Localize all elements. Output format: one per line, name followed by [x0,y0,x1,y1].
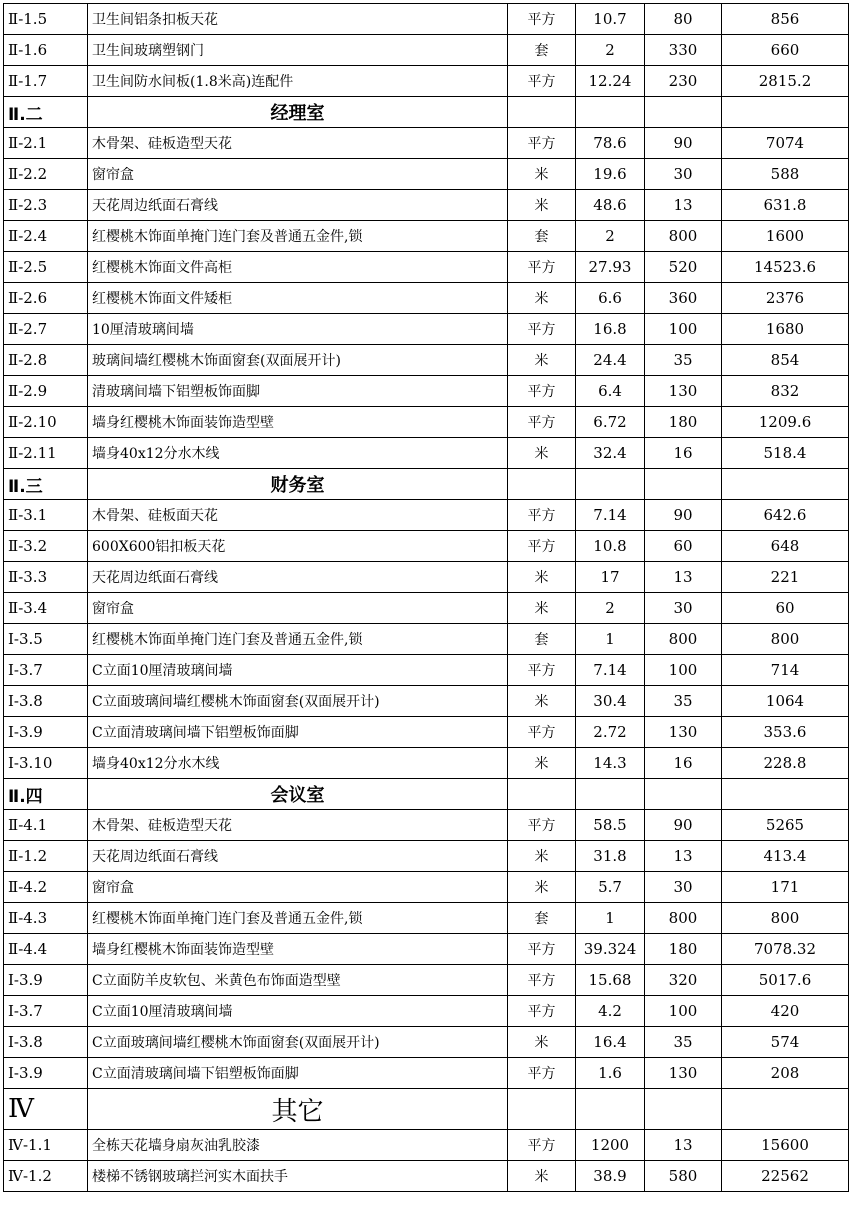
item-unit: 米 [508,438,576,469]
item-unit-price: 30 [645,159,722,190]
item-total: 714 [722,655,849,686]
item-quantity: 19.6 [576,159,645,190]
section-header-row [4,1089,849,1130]
item-name: 天花周边纸面石膏线 [88,190,508,221]
item-unit: 平方 [508,934,576,965]
table-row [4,1027,849,1058]
item-unit-price: 800 [645,903,722,934]
item-code: Ⅱ-3.4 [4,593,88,624]
item-quantity: 38.9 [576,1161,645,1192]
item-quantity: 24.4 [576,345,645,376]
item-total: 22562 [722,1161,849,1192]
item-unit-price: 35 [645,345,722,376]
table-row [4,965,849,996]
item-code: Ⅰ-3.9 [4,717,88,748]
item-name: 窗帘盒 [88,872,508,903]
table-row [4,500,849,531]
item-code: Ⅰ-3.9 [4,1058,88,1089]
table-row [4,1161,849,1192]
item-quantity: 6.6 [576,283,645,314]
item-unit: 米 [508,872,576,903]
item-unit: 平方 [508,376,576,407]
item-code: Ⅱ-2.9 [4,376,88,407]
item-name: C立面防羊皮软包、米黄色布饰面造型壁 [88,965,508,996]
item-unit-price: 100 [645,996,722,1027]
section-item-unit-price [645,1089,722,1130]
item-name: 清玻璃间墙下铝塑板饰面脚 [88,376,508,407]
item-total: 2815.2 [722,66,849,97]
section-item-code: Ⅱ.二 [4,97,88,128]
section-item-unit-price [645,779,722,810]
item-unit-price: 13 [645,1130,722,1161]
item-total: 518.4 [722,438,849,469]
item-unit: 米 [508,159,576,190]
table-row [4,314,849,345]
item-unit-price: 13 [645,190,722,221]
item-total: 1680 [722,314,849,345]
table-row [4,66,849,97]
item-unit: 米 [508,593,576,624]
item-total: 1600 [722,221,849,252]
item-unit: 米 [508,1161,576,1192]
item-quantity: 2.72 [576,717,645,748]
item-unit-price: 580 [645,1161,722,1192]
section-item-quantity [576,97,645,128]
item-name: 天花周边纸面石膏线 [88,562,508,593]
item-unit-price: 130 [645,1058,722,1089]
item-code: Ⅳ-1.1 [4,1130,88,1161]
section-item-quantity [576,779,645,810]
item-total: 7078.32 [722,934,849,965]
item-name: 600X600铝扣板天花 [88,531,508,562]
item-total: 5265 [722,810,849,841]
table-row [4,686,849,717]
table-row [4,283,849,314]
item-name: 卫生间玻璃塑钢门 [88,35,508,66]
table-row [4,1130,849,1161]
quote-table [3,3,849,1192]
item-code: Ⅱ-4.2 [4,872,88,903]
item-total: 642.6 [722,500,849,531]
section-item-unit-price [645,97,722,128]
item-unit: 米 [508,283,576,314]
table-row [4,996,849,1027]
section-item-code: Ⅱ.三 [4,469,88,500]
item-unit: 套 [508,903,576,934]
item-total: 800 [722,624,849,655]
item-unit-price: 16 [645,748,722,779]
item-code: Ⅱ-1.5 [4,4,88,35]
table-row [4,345,849,376]
item-total: 832 [722,376,849,407]
item-name: 木骨架、硅板造型天花 [88,128,508,159]
section-item-unit [508,779,576,810]
item-unit: 米 [508,562,576,593]
item-quantity: 48.6 [576,190,645,221]
table-row [4,4,849,35]
table-row [4,872,849,903]
table-row [4,562,849,593]
section-item-quantity [576,1089,645,1130]
item-total: 800 [722,903,849,934]
section-item-quantity [576,469,645,500]
item-quantity: 6.4 [576,376,645,407]
item-name: C立面清玻璃间墙下铝塑板饰面脚 [88,717,508,748]
item-code: Ⅱ-3.1 [4,500,88,531]
item-total: 208 [722,1058,849,1089]
item-name: 卫生间防水间板(1.8米高)连配件 [88,66,508,97]
section-item-total [722,1089,849,1130]
item-unit-price: 130 [645,376,722,407]
item-name: 红樱桃木饰面单掩门连门套及普通五金件,锁 [88,221,508,252]
table-row [4,903,849,934]
item-quantity: 5.7 [576,872,645,903]
item-quantity: 10.7 [576,4,645,35]
item-unit-price: 90 [645,810,722,841]
item-unit-price: 30 [645,593,722,624]
item-unit-price: 180 [645,407,722,438]
item-unit-price: 90 [645,500,722,531]
item-code: Ⅱ-2.1 [4,128,88,159]
item-unit-price: 330 [645,35,722,66]
item-unit: 套 [508,624,576,655]
item-unit: 平方 [508,66,576,97]
section-header-row [4,97,849,128]
item-unit-price: 13 [645,562,722,593]
item-quantity: 2 [576,593,645,624]
table-row [4,190,849,221]
item-quantity: 27.93 [576,252,645,283]
item-total: 413.4 [722,841,849,872]
table-row [4,531,849,562]
section-item-unit [508,1089,576,1130]
item-code: Ⅰ-3.8 [4,1027,88,1058]
table-row [4,717,849,748]
item-unit: 平方 [508,1130,576,1161]
table-row [4,376,849,407]
item-code: Ⅱ-2.6 [4,283,88,314]
item-code: Ⅱ-2.7 [4,314,88,345]
item-unit-price: 60 [645,531,722,562]
item-quantity: 32.4 [576,438,645,469]
item-quantity: 1 [576,624,645,655]
item-unit-price: 30 [645,872,722,903]
section-item-code: Ⅱ.四 [4,779,88,810]
section-header-row [4,469,849,500]
item-total: 856 [722,4,849,35]
item-total: 574 [722,1027,849,1058]
item-code: Ⅱ-2.3 [4,190,88,221]
table-row [4,35,849,66]
item-name: 红樱桃木饰面文件矮柜 [88,283,508,314]
item-quantity: 1 [576,903,645,934]
section-item-name: 财务室 [88,469,508,500]
table-row [4,841,849,872]
item-total: 5017.6 [722,965,849,996]
item-quantity: 10.8 [576,531,645,562]
item-quantity: 16.8 [576,314,645,345]
table-row [4,655,849,686]
item-unit-price: 130 [645,717,722,748]
item-quantity: 30.4 [576,686,645,717]
item-quantity: 6.72 [576,407,645,438]
section-item-name: 经理室 [88,97,508,128]
item-unit: 平方 [508,965,576,996]
section-item-name: 会议室 [88,779,508,810]
item-total: 588 [722,159,849,190]
item-quantity: 58.5 [576,810,645,841]
item-name: C立面清玻璃间墙下铝塑板饰面脚 [88,1058,508,1089]
table-row [4,593,849,624]
table-row [4,221,849,252]
quote-table-body [4,4,849,1192]
item-code: Ⅱ-4.3 [4,903,88,934]
item-total: 14523.6 [722,252,849,283]
table-row [4,1058,849,1089]
item-code: Ⅰ-3.5 [4,624,88,655]
item-quantity: 12.24 [576,66,645,97]
item-quantity: 1.6 [576,1058,645,1089]
section-item-code: Ⅳ [4,1089,88,1130]
item-unit: 套 [508,35,576,66]
item-unit: 平方 [508,1058,576,1089]
item-name: 楼梯不锈钢玻璃拦河实木面扶手 [88,1161,508,1192]
item-unit: 米 [508,686,576,717]
section-item-total [722,97,849,128]
item-name: C立面玻璃间墙红樱桃木饰面窗套(双面展开计) [88,686,508,717]
item-code: Ⅱ-4.1 [4,810,88,841]
item-name: 窗帘盒 [88,593,508,624]
item-quantity: 2 [576,221,645,252]
item-name: 全栋天花墙身扇灰油乳胶漆 [88,1130,508,1161]
item-code: Ⅱ-3.3 [4,562,88,593]
item-unit-price: 230 [645,66,722,97]
item-name: 墙身40x12分水木线 [88,438,508,469]
section-item-unit-price [645,469,722,500]
item-name: 天花周边纸面石膏线 [88,841,508,872]
item-total: 854 [722,345,849,376]
item-total: 221 [722,562,849,593]
item-unit-price: 800 [645,221,722,252]
item-code: Ⅳ-1.2 [4,1161,88,1192]
table-row [4,128,849,159]
item-name: 窗帘盒 [88,159,508,190]
item-name: C立面10厘清玻璃间墙 [88,996,508,1027]
table-row [4,748,849,779]
table-row [4,934,849,965]
item-unit: 平方 [508,407,576,438]
item-unit: 平方 [508,252,576,283]
item-name: 红樱桃木饰面单掩门连门套及普通五金件,锁 [88,624,508,655]
item-quantity: 1200 [576,1130,645,1161]
item-unit-price: 100 [645,314,722,345]
item-quantity: 15.68 [576,965,645,996]
item-quantity: 7.14 [576,655,645,686]
item-total: 2376 [722,283,849,314]
item-name: 墙身40x12分水木线 [88,748,508,779]
item-unit: 平方 [508,531,576,562]
item-unit-price: 13 [645,841,722,872]
item-unit: 米 [508,345,576,376]
item-total: 228.8 [722,748,849,779]
item-total: 1064 [722,686,849,717]
item-total: 1209.6 [722,407,849,438]
item-unit: 平方 [508,996,576,1027]
item-total: 7074 [722,128,849,159]
item-unit-price: 90 [645,128,722,159]
item-quantity: 2 [576,35,645,66]
item-quantity: 7.14 [576,500,645,531]
item-total: 171 [722,872,849,903]
table-row [4,810,849,841]
item-unit-price: 320 [645,965,722,996]
table-row [4,252,849,283]
item-unit-price: 35 [645,686,722,717]
item-unit-price: 180 [645,934,722,965]
table-row [4,438,849,469]
item-unit: 平方 [508,655,576,686]
table-row [4,624,849,655]
item-unit: 平方 [508,500,576,531]
item-quantity: 31.8 [576,841,645,872]
item-code: Ⅰ-3.10 [4,748,88,779]
item-name: C立面玻璃间墙红樱桃木饰面窗套(双面展开计) [88,1027,508,1058]
item-code: Ⅱ-1.6 [4,35,88,66]
item-unit: 平方 [508,810,576,841]
item-quantity: 17 [576,562,645,593]
item-unit: 平方 [508,4,576,35]
item-unit: 平方 [508,128,576,159]
item-name: 卫生间铝条扣板天花 [88,4,508,35]
item-code: Ⅱ-2.10 [4,407,88,438]
item-name: 红樱桃木饰面文件高柜 [88,252,508,283]
item-unit: 米 [508,190,576,221]
item-unit: 米 [508,1027,576,1058]
item-code: Ⅰ-3.7 [4,655,88,686]
table-row [4,159,849,190]
item-name: C立面10厘清玻璃间墙 [88,655,508,686]
item-code: Ⅱ-2.8 [4,345,88,376]
item-total: 420 [722,996,849,1027]
item-total: 648 [722,531,849,562]
item-total: 660 [722,35,849,66]
item-unit: 平方 [508,717,576,748]
item-unit-price: 520 [645,252,722,283]
item-quantity: 16.4 [576,1027,645,1058]
section-item-name: 其它 [88,1089,508,1130]
item-name: 木骨架、硅板面天花 [88,500,508,531]
item-unit-price: 100 [645,655,722,686]
item-unit: 米 [508,841,576,872]
item-code: Ⅰ-3.9 [4,965,88,996]
item-code: Ⅱ-2.5 [4,252,88,283]
section-item-total [722,779,849,810]
item-name: 墙身红樱桃木饰面装饰造型壁 [88,407,508,438]
item-code: Ⅰ-3.7 [4,996,88,1027]
item-name: 红樱桃木饰面单掩门连门套及普通五金件,锁 [88,903,508,934]
item-quantity: 14.3 [576,748,645,779]
item-unit: 平方 [508,314,576,345]
item-code: Ⅰ-3.8 [4,686,88,717]
item-code: Ⅱ-2.11 [4,438,88,469]
item-unit-price: 35 [645,1027,722,1058]
item-unit-price: 360 [645,283,722,314]
item-code: Ⅱ-3.2 [4,531,88,562]
item-name: 10厘清玻璃间墙 [88,314,508,345]
section-header-row [4,779,849,810]
item-code: Ⅱ-2.2 [4,159,88,190]
item-name: 玻璃间墙红樱桃木饰面窗套(双面展开计) [88,345,508,376]
item-quantity: 78.6 [576,128,645,159]
section-item-total [722,469,849,500]
section-item-unit [508,97,576,128]
item-total: 60 [722,593,849,624]
item-total: 15600 [722,1130,849,1161]
item-code: Ⅱ-2.4 [4,221,88,252]
item-code: Ⅱ-1.2 [4,841,88,872]
item-code: Ⅱ-1.7 [4,66,88,97]
item-name: 木骨架、硅板造型天花 [88,810,508,841]
item-total: 631.8 [722,190,849,221]
table-row [4,407,849,438]
item-unit-price: 800 [645,624,722,655]
section-item-unit [508,469,576,500]
item-code: Ⅱ-4.4 [4,934,88,965]
item-unit: 套 [508,221,576,252]
item-name: 墙身红樱桃木饰面装饰造型壁 [88,934,508,965]
item-total: 353.6 [722,717,849,748]
item-unit: 米 [508,748,576,779]
item-quantity: 4.2 [576,996,645,1027]
item-unit-price: 16 [645,438,722,469]
item-unit-price: 80 [645,4,722,35]
item-quantity: 39.324 [576,934,645,965]
